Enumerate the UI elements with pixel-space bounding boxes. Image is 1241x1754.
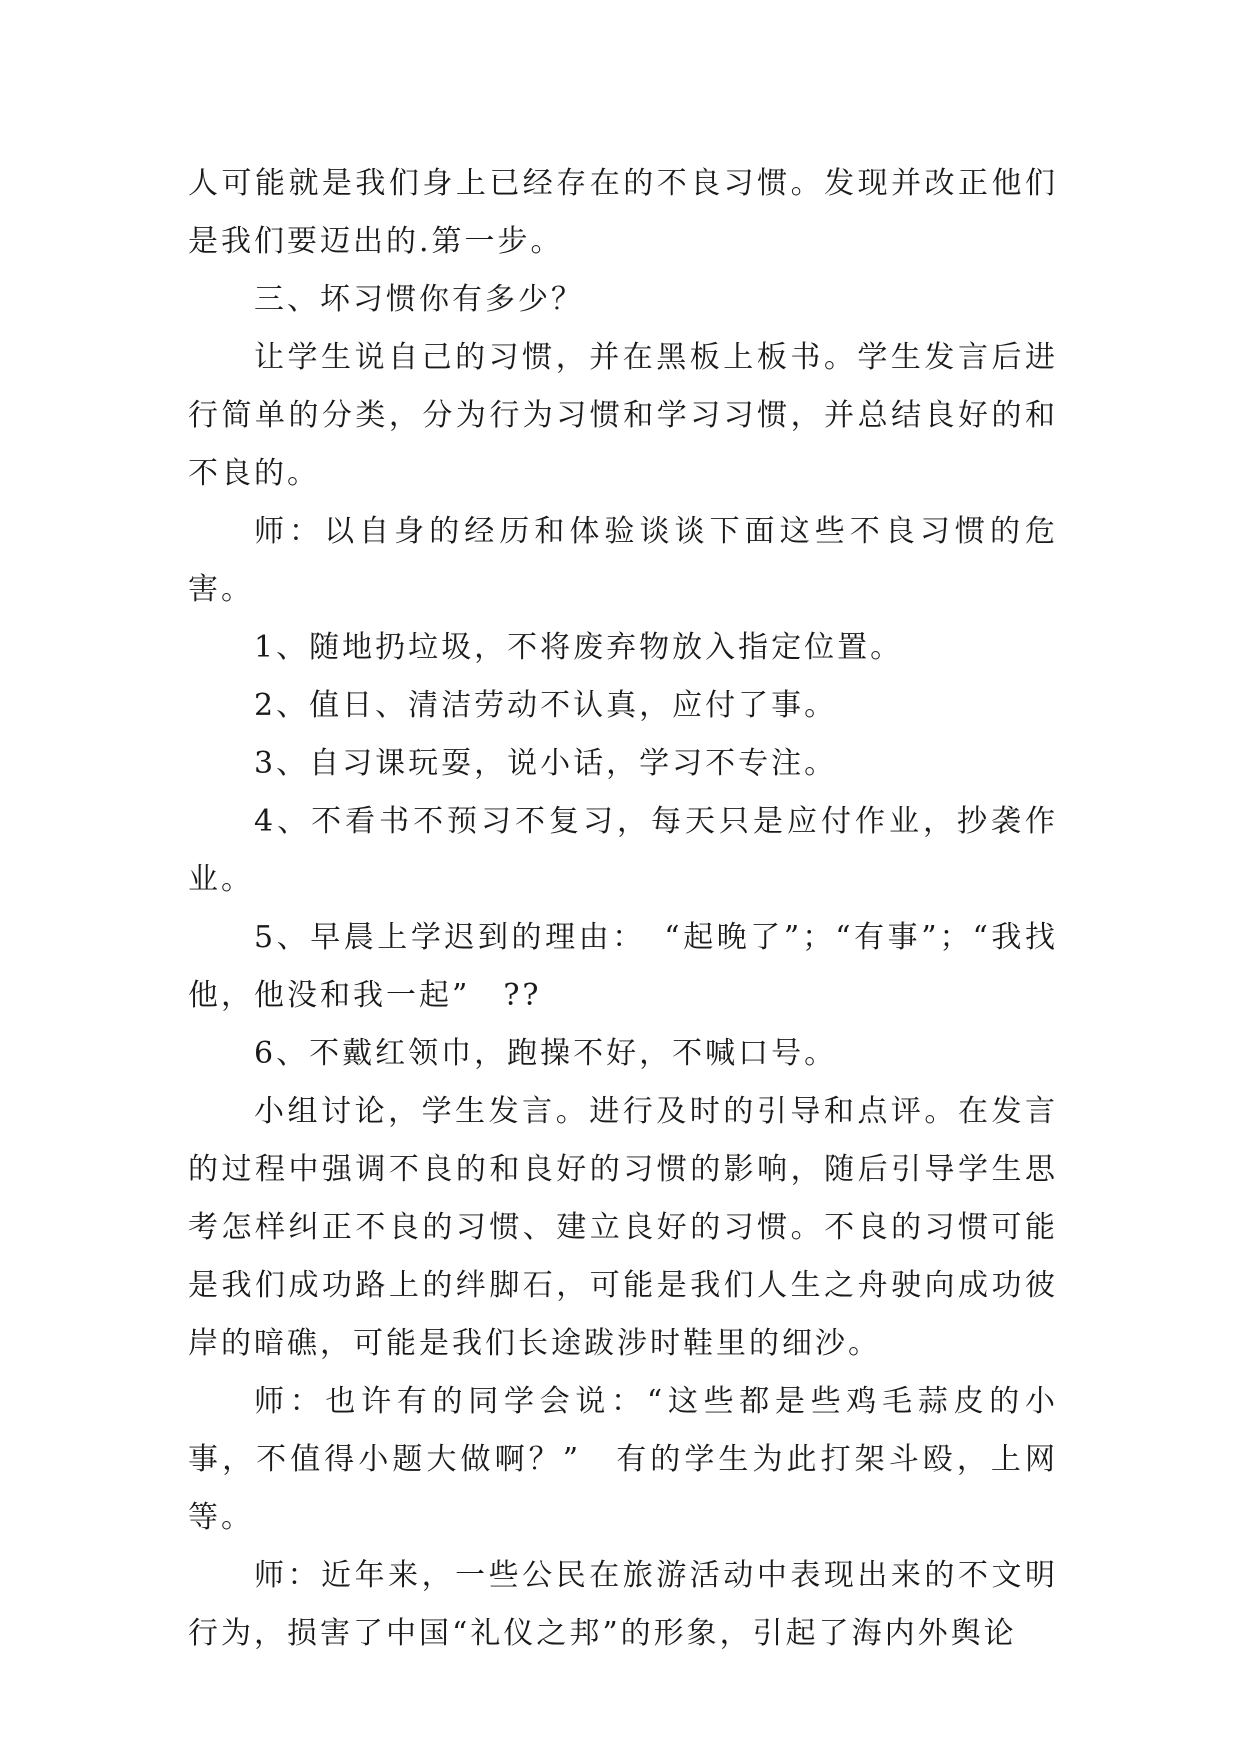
teacher-remark: 师：也许有的同学会说：“这些都是些鸡毛蒜皮的小事，不值得小题大做啊？” 有的学生为此打架斗殴，上网等。 bbox=[188, 1384, 1058, 1535]
list-item: 3、自习课玩耍，说小话，学习不专注。 bbox=[254, 746, 838, 781]
section-heading: 三、坏习惯你有多少？ bbox=[254, 282, 584, 317]
document-body bbox=[188, 155, 1058, 1663]
list-item: 2、值日、清洁劳动不认真，应付了事。 bbox=[254, 688, 838, 723]
list-item: 1、随地扔垃圾，不将废弃物放入指定位置。 bbox=[254, 630, 904, 665]
teacher-remark: 师：近年来，一些公民在旅游活动中表现出来的不文明行为，损害了中国“礼仪之邦”的形象，引起了海内外舆论 bbox=[188, 1558, 1058, 1651]
list-item: 5、早晨上学迟到的理由： “起晚了”；“有事”；“我找他，他没和我一起” ?? bbox=[188, 920, 1058, 1013]
paragraph-continuation: 人可能就是我们身上已经存在的不良习惯。发现并改正他们是我们要迈出的.第一步。 bbox=[188, 166, 1058, 259]
paragraph-discussion: 小组讨论，学生发言。进行及时的引导和点评。在发言的过程中强调不良的和良好的习惯的影响，随后引导学生思考怎样纠正不良的习惯、建立良好的习惯。不良的习惯可能是我们成功路上的绊脚石，可能是我们人生之舟驶向成功彼岸的暗礁，可能是我们长途跋涉时鞋里的细沙。 bbox=[188, 1094, 1058, 1361]
paragraph-activity: 让学生说自己的习惯，并在黑板上板书。学生发言后进行简单的分类，分为行为习惯和学习习惯，并总结良好的和不良的。 bbox=[188, 340, 1058, 491]
list-item: 4、不看书不预习不复习，每天只是应付作业，抄袭作业。 bbox=[188, 804, 1058, 897]
list-item: 6、不戴红领巾，跑操不好，不喊口号。 bbox=[254, 1036, 838, 1071]
teacher-prompt: 师：以自身的经历和体验谈谈下面这些不良习惯的危害。 bbox=[188, 514, 1058, 607]
